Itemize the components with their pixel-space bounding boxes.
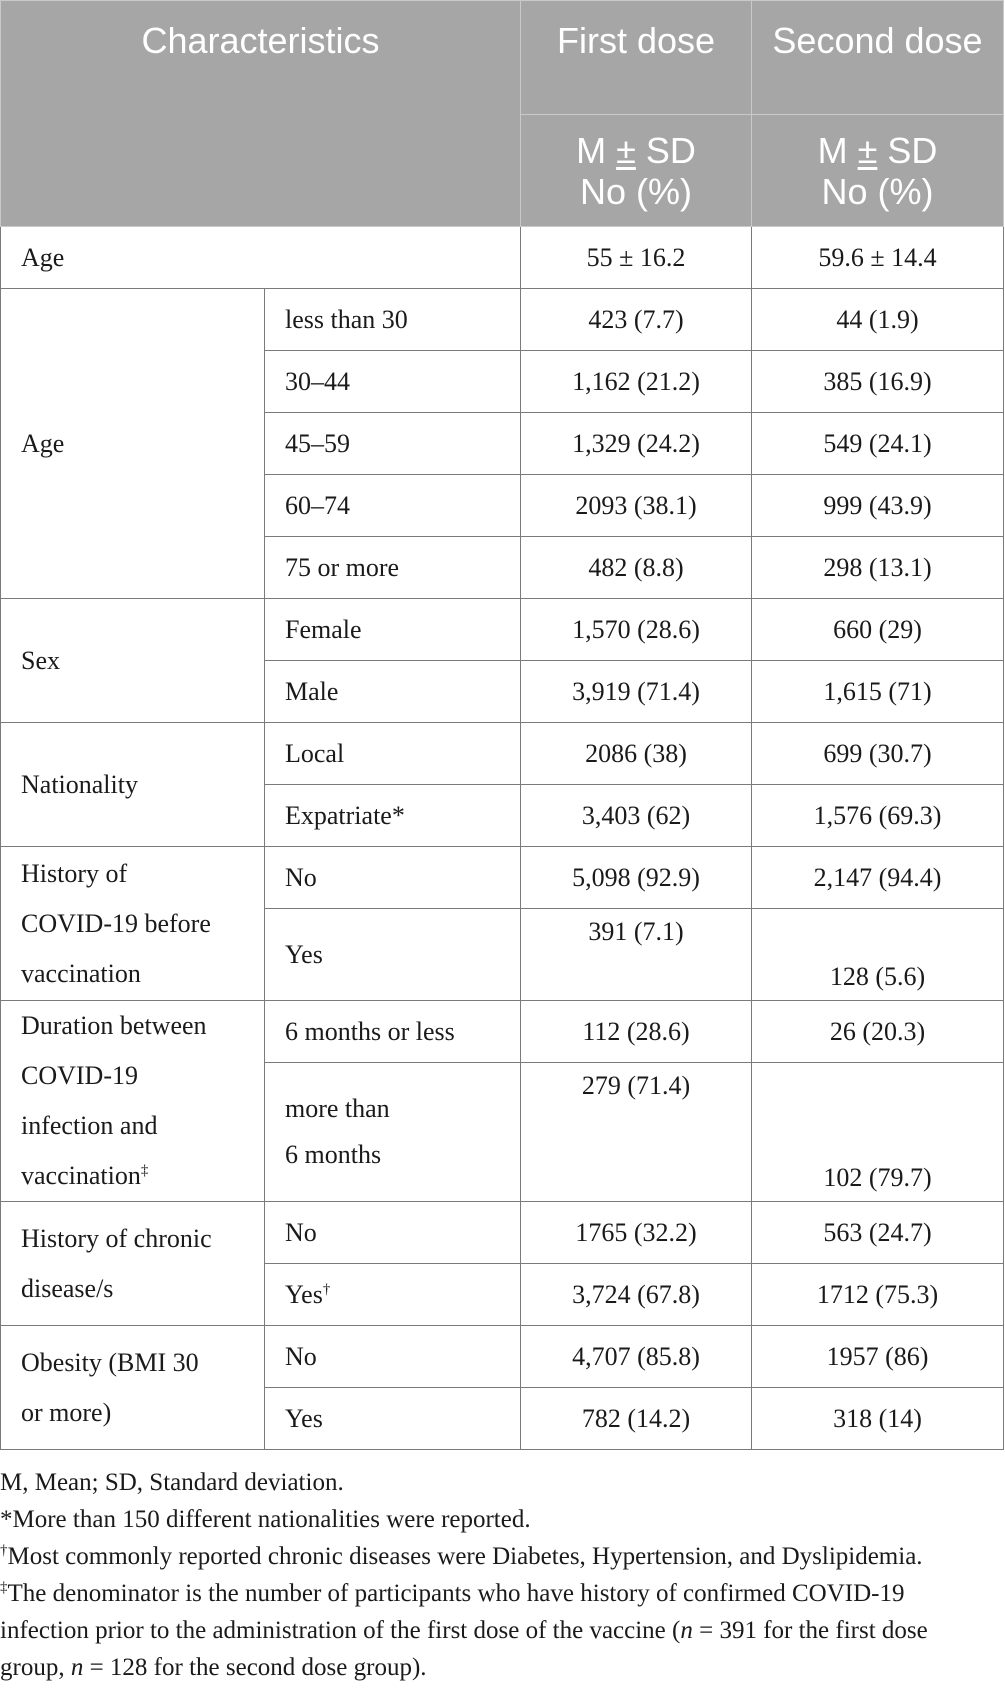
cell-first: 3,919 (71.4) <box>521 661 752 723</box>
cell-second: 563 (24.7) <box>752 1202 1004 1264</box>
footnote-star: *More than 150 different nationalities were reported. <box>0 1506 531 1533</box>
cell-category: Expatriate* <box>265 785 521 847</box>
cell-first: 2093 (38.1) <box>521 475 752 537</box>
cell-category: Yes† <box>265 1264 521 1326</box>
cell-first: 1,570 (28.6) <box>521 599 752 661</box>
cell-category: Female <box>265 599 521 661</box>
table-row <box>1 847 1004 909</box>
header-characteristics: Characteristics <box>1 1 521 227</box>
row-label-duration: Duration between COVID-19 infection and vaccination‡ <box>1 1001 265 1202</box>
cell-first: 782 (14.2) <box>521 1388 752 1450</box>
row-label-obesity: Obesity (BMI 30 or more) <box>1 1326 265 1450</box>
table-row <box>1 599 1004 661</box>
cell-first: 3,403 (62) <box>521 785 752 847</box>
header-first-stat: M ± SD No (%) <box>521 115 752 227</box>
cell-first: 423 (7.7) <box>521 289 752 351</box>
cell-category: 45–59 <box>265 413 521 475</box>
footnote-dagger: †Most commonly reported chronic diseases were Diabetes, Hypertension, and Dyslipidemia. <box>0 1542 923 1570</box>
cell-first: 1,162 (21.2) <box>521 351 752 413</box>
cell-category: 75 or more <box>265 537 521 599</box>
cell-category: less than 30 <box>265 289 521 351</box>
cell-first: 55 ± 16.2 <box>521 227 752 289</box>
cell-second: 2,147 (94.4) <box>752 847 1004 909</box>
cell-second: 298 (13.1) <box>752 537 1004 599</box>
cell-second: 318 (14) <box>752 1388 1004 1450</box>
cell-first: 3,724 (67.8) <box>521 1264 752 1326</box>
header-first-dose: First dose <box>521 1 752 115</box>
cell-second: 59.6 ± 14.4 <box>752 227 1004 289</box>
cell-second: 549 (24.1) <box>752 413 1004 475</box>
cell-first: 482 (8.8) <box>521 537 752 599</box>
cell-second: 102 (79.7) <box>752 1063 1004 1202</box>
cell-category: No <box>265 847 521 909</box>
cell-second: 385 (16.9) <box>752 351 1004 413</box>
cell-second: 699 (30.7) <box>752 723 1004 785</box>
table-row <box>1 1001 1004 1063</box>
cell-second: 660 (29) <box>752 599 1004 661</box>
cell-category: Yes <box>265 1388 521 1450</box>
cell-second: 1957 (86) <box>752 1326 1004 1388</box>
cell-second: 44 (1.9) <box>752 289 1004 351</box>
cell-second: 999 (43.9) <box>752 475 1004 537</box>
row-label-age-mean: Age <box>1 227 521 289</box>
header-second-stat: M ± SD No (%) <box>752 115 1004 227</box>
cell-first: 5,098 (92.9) <box>521 847 752 909</box>
footnote-abbreviations: M, Mean; SD, Standard deviation. <box>0 1469 344 1496</box>
cell-second: 1,615 (71) <box>752 661 1004 723</box>
cell-category: 6 months or less <box>265 1001 521 1063</box>
cell-second: 1,576 (69.3) <box>752 785 1004 847</box>
table-footnotes <box>0 1464 1005 1686</box>
cell-second: 1712 (75.3) <box>752 1264 1004 1326</box>
table-row <box>1 1326 1004 1388</box>
cell-second: 128 (5.6) <box>752 909 1004 1001</box>
row-label-nationality: Nationality <box>1 723 265 847</box>
cell-second: 26 (20.3) <box>752 1001 1004 1063</box>
cell-category: Male <box>265 661 521 723</box>
cell-category: Local <box>265 723 521 785</box>
table-row <box>1 227 1004 289</box>
cell-category: No <box>265 1202 521 1264</box>
table-row <box>1 723 1004 785</box>
row-label-age: Age <box>1 289 265 599</box>
cell-first: 391 (7.1) <box>521 909 752 1001</box>
cell-category: more than 6 months <box>265 1063 521 1202</box>
cell-first: 112 (28.6) <box>521 1001 752 1063</box>
cell-category: No <box>265 1326 521 1388</box>
cell-first: 1,329 (24.2) <box>521 413 752 475</box>
header-second-dose: Second dose <box>752 1 1004 115</box>
footnote-double-dagger: ‡The denominator is the number of participants who have history of confirmed COVID-19 infection prior to the administration of the first dose of the vaccine (n = 391 for the first dose group, n = 128 for the second dose group). <box>0 1579 928 1681</box>
table-row <box>1 1202 1004 1264</box>
cell-first: 4,707 (85.8) <box>521 1326 752 1388</box>
cell-first: 1765 (32.2) <box>521 1202 752 1264</box>
cell-category: 30–44 <box>265 351 521 413</box>
row-label-chronic: History of chronic disease/s <box>1 1202 265 1326</box>
cell-category: 60–74 <box>265 475 521 537</box>
row-label-sex: Sex <box>1 599 265 723</box>
row-label-covid-history: History of COVID-19 before vaccination <box>1 847 265 1001</box>
table-row <box>1 289 1004 351</box>
cell-first: 2086 (38) <box>521 723 752 785</box>
cell-first: 279 (71.4) <box>521 1063 752 1202</box>
cell-category: Yes <box>265 909 521 1001</box>
